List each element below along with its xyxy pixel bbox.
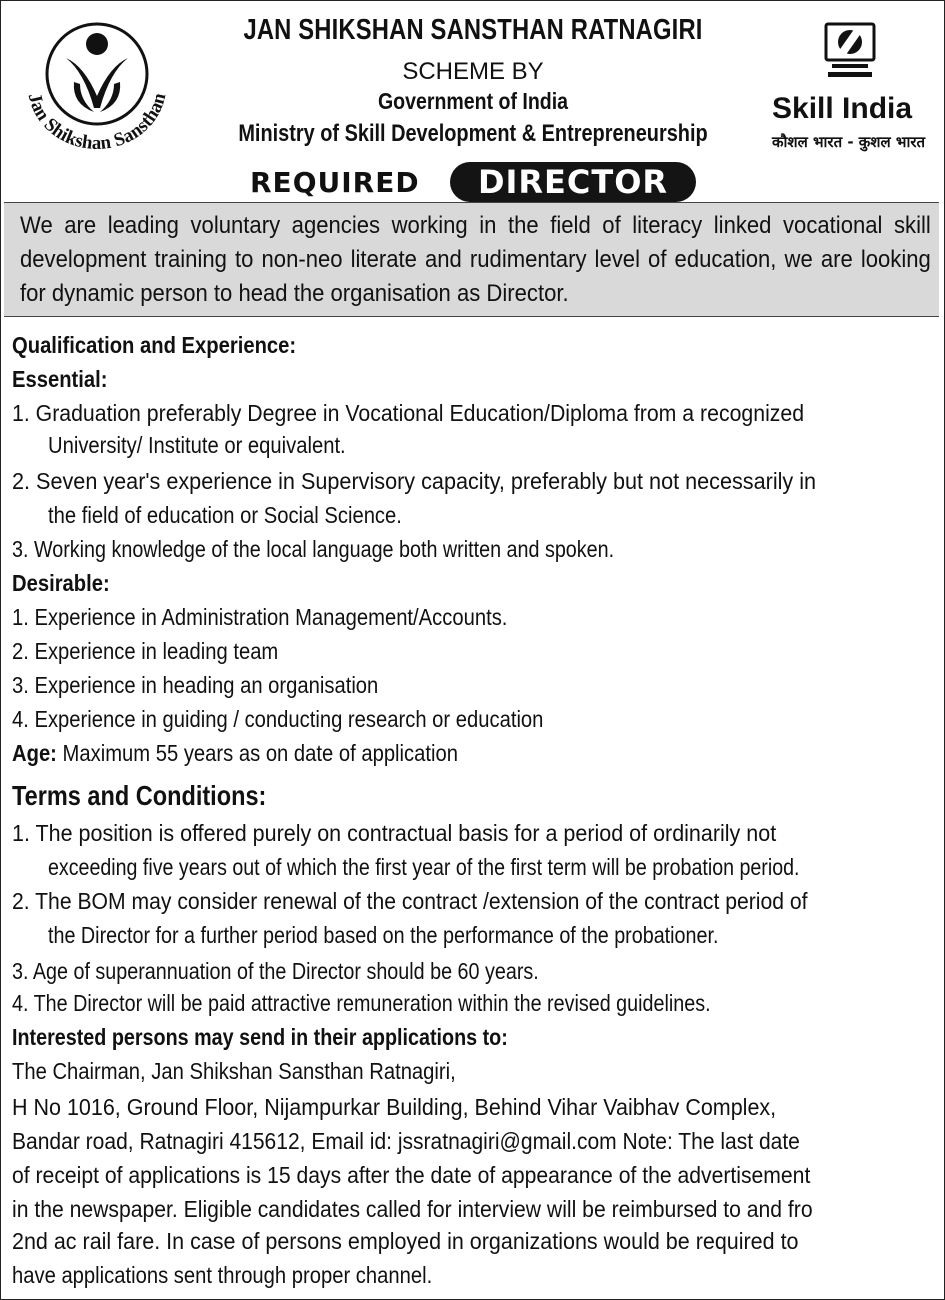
apply-line: 2nd ac rail fare. In case of persons employed in organizations would be required to: [12, 1228, 799, 1254]
terms-item-4: 4. The Director will be paid attractive remuneration within the revised guidelines.: [12, 990, 711, 1016]
terms-item-2-cont: the Director for a further period based on the performance of the probationer.: [48, 922, 719, 948]
apply-heading: Interested persons may send in their applications to:: [12, 1024, 508, 1050]
apply-line: of receipt of applications is 15 days after the date of appearance of the advertisement: [12, 1162, 811, 1188]
desirable-heading: Desirable:: [12, 570, 110, 596]
intro-box: [4, 202, 939, 317]
jss-logo: [14, 12, 180, 160]
essential-item-1-cont: University/ Institute or equivalent.: [48, 432, 346, 458]
essential-item-2-cont: the field of education or Social Science.: [48, 502, 402, 528]
age-text: Maximum 55 years as on date of application: [62, 740, 458, 766]
desirable-item: 3. Experience in heading an organisation: [12, 672, 379, 698]
skill-india-logo: [768, 14, 938, 159]
apply-line: H No 1016, Ground Floor, Nijampurkar Building, Behind Vihar Vaibhav Complex,: [12, 1094, 777, 1120]
desirable-item: 2. Experience in leading team: [12, 638, 279, 664]
header: [0, 0, 945, 200]
required-label: REQUIRED: [250, 166, 420, 199]
desirable-item: 1. Experience in Administration Management/Accounts.: [12, 604, 508, 630]
skill-india-tagline: कौशल भारत - कुशल भारत: [772, 133, 926, 151]
ministry-line: Ministry of Skill Development & Entrepreneurship: [238, 120, 708, 147]
terms-item-2: 2. The BOM may consider renewal of the contract /extension of the contract period of: [12, 888, 808, 914]
apply-line: in the newspaper. Eligible candidates called for interview will be reimbursed to and fro: [12, 1196, 813, 1222]
org-title: JAN SHIKSHAN SANSTHAN RATNAGIRI: [243, 14, 703, 46]
essential-item-1: 1. Graduation preferably Degree in Vocational Education/Diploma from a recognized: [12, 400, 805, 426]
terms-heading: Terms and Conditions:: [12, 780, 267, 811]
terms-item-1-cont: exceeding five years out of which the first year of the first term will be probation period.: [48, 854, 800, 880]
government-line: Government of India: [377, 88, 569, 114]
skill-india-title: Skill India: [772, 92, 913, 125]
apply-line: Bandar road, Ratnagiri 415612, Email id: jssratnagiri@gmail.com Note: The last date: [12, 1128, 800, 1154]
essential-item-3: 3. Working knowledge of the local language both written and spoken.: [12, 536, 615, 562]
jss-logo-text: Jan Shikshan Sansthan: [23, 90, 171, 154]
apply-line: The Chairman, Jan Shikshan Sansthan Ratnagiri,: [12, 1058, 456, 1084]
skill-india-emblem-icon: [820, 18, 880, 80]
age-line: [12, 740, 458, 767]
desirable-item: 4. Experience in guiding / conducting research or education: [12, 706, 544, 732]
terms-item-3: 3. Age of superannuation of the Director should be 60 years.: [12, 958, 539, 984]
intro-text: We are leading voluntary agencies working in the field of literacy linked vocational skill development training to non-neo literate and rudimentary level of education, we are looking for dynamic person to head the organisation as Director.: [20, 212, 931, 307]
position-badge: DIRECTOR: [450, 162, 696, 202]
qualification-heading: Qualification and Experience:: [12, 332, 297, 358]
apply-line: have applications sent through proper channel.: [12, 1262, 433, 1288]
scheme-by: SCHEME BY: [402, 58, 544, 85]
age-label: Age:: [12, 740, 57, 766]
terms-item-1: 1. The position is offered purely on contractual basis for a period of ordinarily not: [12, 820, 777, 846]
essential-heading: Essential:: [12, 366, 108, 392]
essential-item-2: 2. Seven year's experience in Supervisory capacity, preferably but not necessarily in: [12, 468, 817, 494]
